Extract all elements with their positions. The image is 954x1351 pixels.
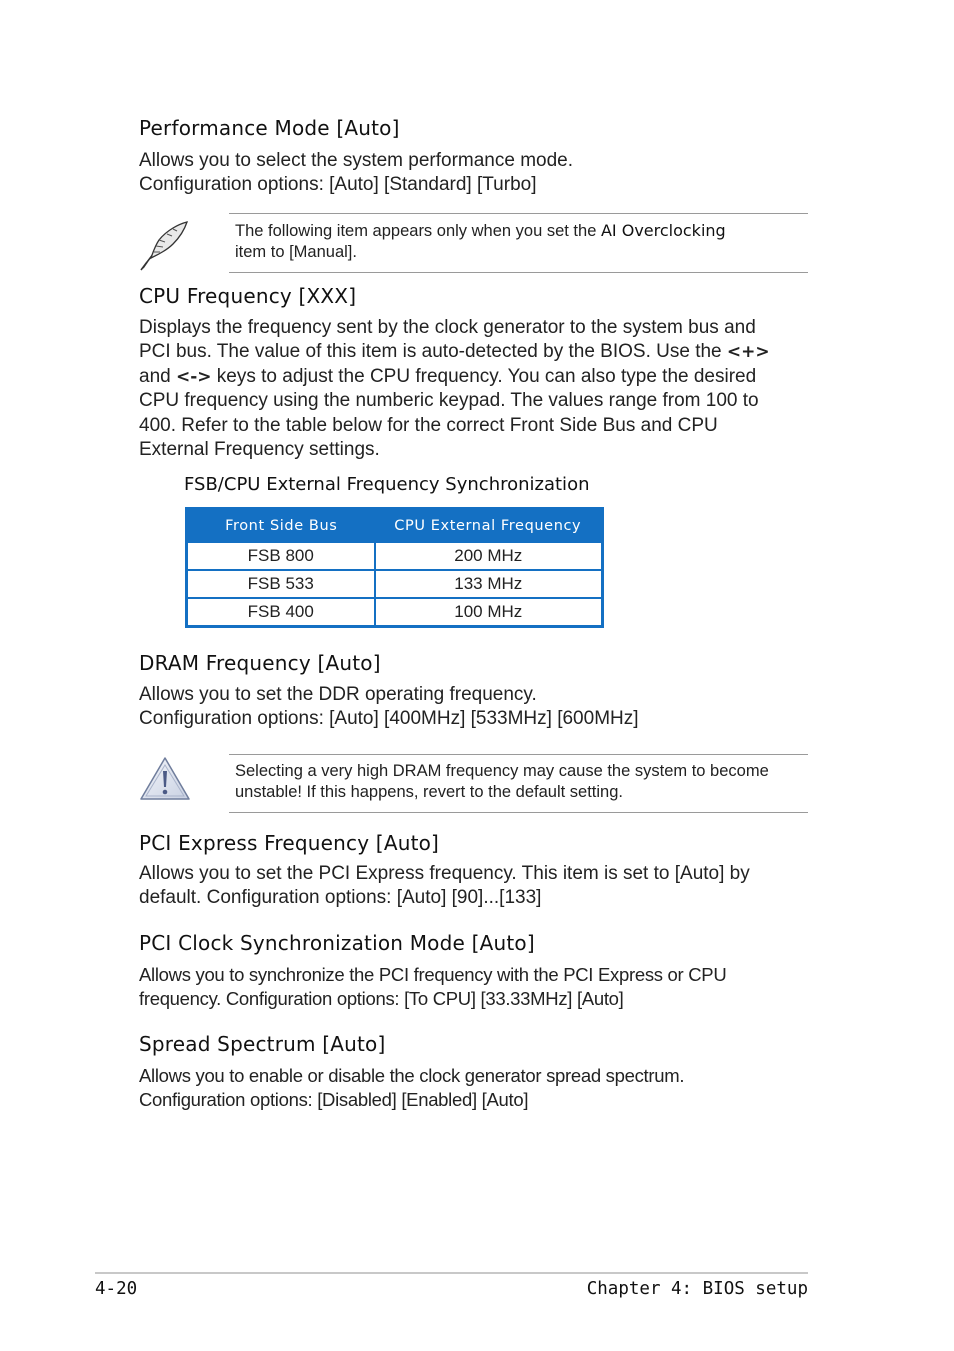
cpu-frequency-description [139, 316, 809, 462]
pci-clock-line-1: Allows you to synchronize the PCI frequency with the PCI Express or CPU [139, 964, 727, 985]
table-cell: FSB 400 [187, 598, 375, 627]
performance-line-2: Configuration options: [Auto] [Standard] [Turbo] [139, 174, 537, 196]
cpu-line-6: External Frequency settings. [139, 439, 380, 461]
note-text-post: item to [Manual]. [235, 243, 357, 261]
pcie-description [139, 862, 809, 911]
dram-description [139, 683, 809, 732]
warning-line-2: unstable! If this happens, revert to the default setting. [235, 783, 623, 801]
performance-line-1: Allows you to select the system performance mode. [139, 150, 574, 171]
key-plus: <+> [726, 342, 770, 363]
pci-clock-description [139, 963, 809, 1012]
cpu-line-1: Displays the frequency sent by the clock generator to the system bus and [139, 317, 756, 338]
pci-clock-line-2: frequency. Configuration options: [To CPU] [33.33MHz] [Auto] [139, 988, 624, 1010]
warning-line-1: Selecting a very high DRAM frequency may cause the system to become [235, 762, 769, 780]
spread-line-1: Allows you to enable or disable the clock generator spread spectrum. [139, 1065, 685, 1086]
frequency-table [185, 507, 604, 628]
warning-triangle-icon [139, 756, 191, 807]
pcie-line-1: Allows you to set the PCI Express frequency. This item is set to [Auto] by [139, 863, 750, 884]
cpu-line-2 [139, 340, 809, 364]
pcie-line-2: default. Configuration options: [Auto] [90]...[133] [139, 887, 542, 909]
table-cell: 100 MHz [375, 598, 603, 627]
heading-spread-spectrum: Spread Spectrum [Auto] [139, 1032, 386, 1056]
heading-performance-mode: Performance Mode [Auto] [139, 116, 400, 140]
dram-line-2: Configuration options: [Auto] [400MHz] [533MHz] [600MHz] [139, 708, 639, 730]
header-cpu-external-frequency: CPU External Frequency [375, 509, 603, 543]
table-cell: 133 MHz [375, 570, 603, 598]
heading-pci-clock-sync: PCI Clock Synchronization Mode [Auto] [139, 931, 535, 955]
table-cell: 200 MHz [375, 542, 603, 570]
table-row [187, 542, 603, 570]
cpu-line-4: CPU frequency using the numberic keypad. The values range from 100 to [139, 390, 759, 412]
cpu-line-5: 400. Refer to the table below for the correct Front Side Bus and CPU [139, 414, 718, 436]
key-minus: <-> [175, 366, 212, 387]
heading-dram-frequency: DRAM Frequency [Auto] [139, 651, 381, 675]
spread-line-2: Configuration options: [Disabled] [Enabled] [Auto] [139, 1089, 529, 1111]
heading-cpu-frequency: CPU Frequency [XXX] [139, 284, 357, 308]
table-row [187, 570, 603, 598]
performance-description [139, 149, 809, 198]
note-emphasis: AI Overclocking [600, 221, 726, 240]
table-title: FSB/CPU External Frequency Synchronization [184, 474, 590, 495]
header-front-side-bus: Front Side Bus [187, 509, 375, 543]
cpu-line-3a: and [139, 365, 176, 387]
warning-box [229, 754, 808, 813]
note-text-pre: The following item appears only when you set the [235, 222, 601, 240]
spread-description [139, 1064, 809, 1113]
table-cell: FSB 800 [187, 542, 375, 570]
heading-pci-express-frequency: PCI Express Frequency [Auto] [139, 831, 440, 855]
table-header-row [187, 509, 603, 543]
footer-rule [95, 1272, 808, 1274]
cpu-line-3 [139, 365, 809, 389]
dram-line-1: Allows you to set the DDR operating frequency. [139, 684, 537, 705]
table-row [187, 598, 603, 627]
feather-pen-icon [137, 218, 193, 277]
cpu-line-3b: keys to adjust the CPU frequency. You can also type the desired [211, 365, 757, 387]
page-number: 4-20 [95, 1279, 138, 1299]
table-cell: FSB 533 [187, 570, 375, 598]
note-box [229, 213, 808, 273]
chapter-title: Chapter 4: BIOS setup [586, 1279, 808, 1299]
cpu-line-2-text: PCI bus. The value of this item is auto-detected by the BIOS. Use the [139, 341, 727, 363]
